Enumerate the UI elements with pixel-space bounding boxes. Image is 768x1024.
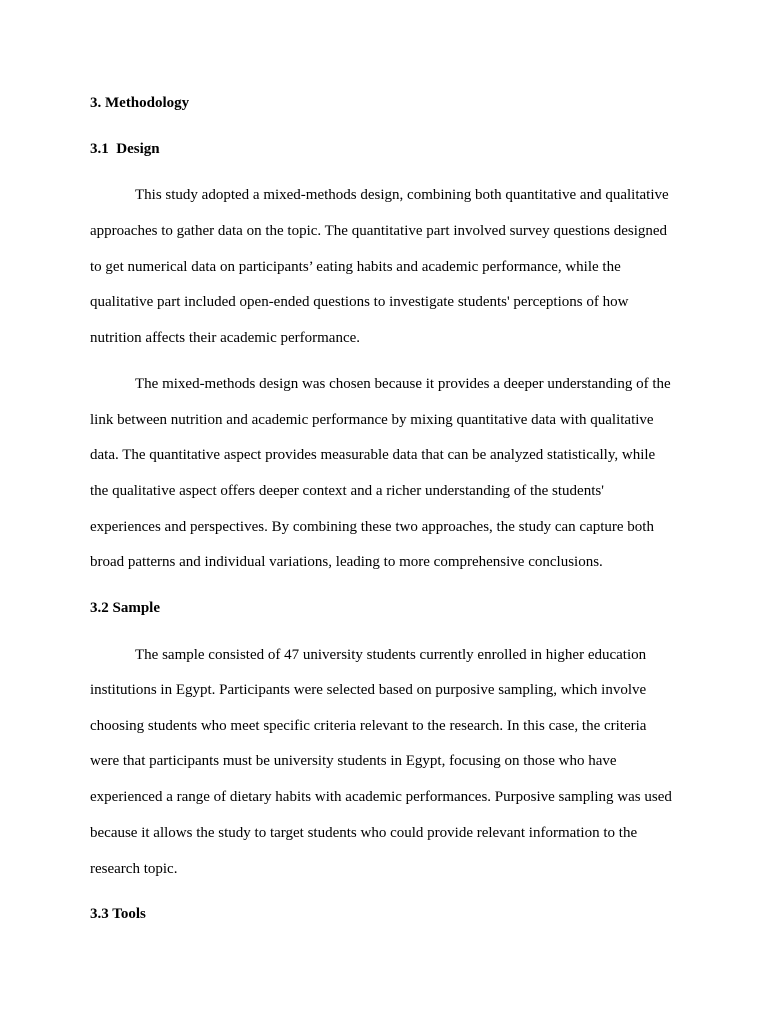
paragraph-line: experiences and perspectives. By combining these two approaches, the study can capture both — [90, 519, 654, 535]
paragraph-line: experienced a range of dietary habits with academic performances. Purposive sampling was used — [90, 789, 672, 805]
paragraph-line: The sample consisted of 47 university students currently enrolled in higher education — [135, 647, 647, 663]
paragraph-line: were that participants must be university students in Egypt, focusing on those who have — [90, 753, 617, 769]
paragraph-line: because it allows the study to target students who could provide relevant information to the — [90, 825, 638, 841]
paragraph-line: broad patterns and individual variations, leading to more comprehensive conclusions. — [90, 554, 603, 570]
paragraph-line: link between nutrition and academic performance by mixing quantitative data with qualitative — [90, 412, 654, 428]
subsection-heading-design: 3.1 Design — [90, 141, 160, 157]
section-heading-methodology: 3. Methodology — [90, 95, 190, 111]
paragraph-line: the qualitative aspect offers deeper context and a richer understanding of the students' — [90, 483, 604, 499]
paragraph-line: approaches to gather data on the topic. The quantitative part involved survey questions designed — [90, 223, 668, 239]
paragraph-line: qualitative part included open-ended questions to investigate students' perceptions of how — [90, 294, 629, 310]
paragraph-line: choosing students who meet specific criteria relevant to the research. In this case, the criteria — [90, 718, 647, 734]
paragraph-line: This study adopted a mixed-methods design, combining both quantitative and qualitative — [135, 187, 669, 203]
paragraph-line: The mixed-methods design was chosen because it provides a deeper understanding of the — [135, 376, 671, 392]
paragraph-line: research topic. — [90, 861, 178, 877]
paragraph-line: institutions in Egypt. Participants were selected based on purposive sampling, which involve — [90, 682, 647, 698]
paragraph-line: to get numerical data on participants’ eating habits and academic performance, while the — [90, 259, 621, 275]
paragraph-line: data. The quantitative aspect provides measurable data that can be analyzed statistically, while — [90, 447, 656, 463]
paragraph-line: nutrition affects their academic performance. — [90, 330, 361, 346]
subsection-heading-tools: 3.3 Tools — [90, 906, 146, 922]
subsection-heading-sample: 3.2 Sample — [90, 600, 161, 616]
